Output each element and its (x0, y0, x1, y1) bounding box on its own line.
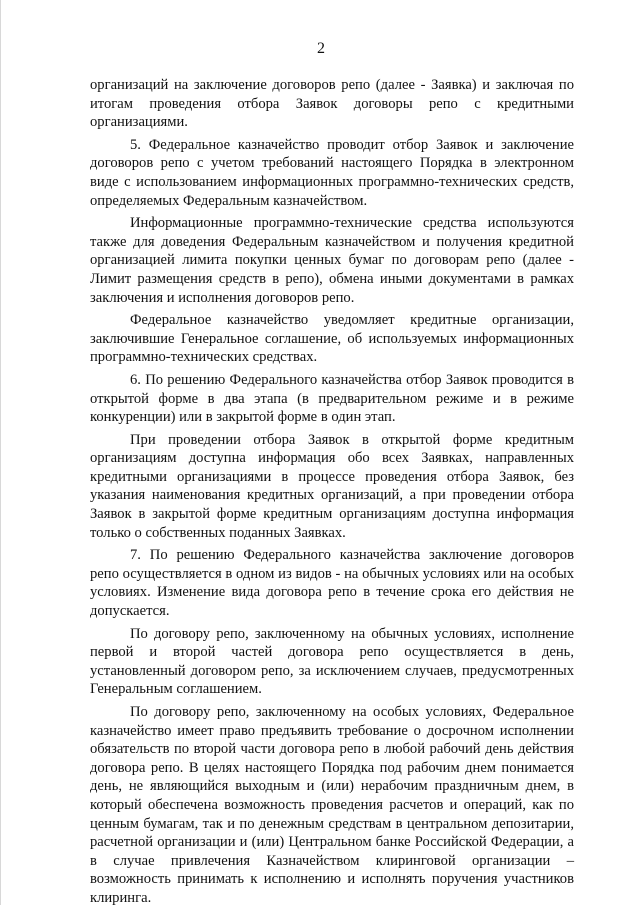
paragraph-item-6: 6. По решению Федерального казначейства отбор Заявок проводится в открытой форме в два этапа (в предварительном режиме и в режиме конкуренции) или в закрытой форме в один этап. (90, 371, 574, 426)
paragraph-item-5: 5. Федеральное казначейство проводит отбор Заявок и заключение договоров репо с учетом требований настоящего Порядка в электронном виде с использованием информационных программно-технических средств, определяемых Федеральным казначейством. (90, 136, 574, 209)
page-number: 2 (317, 40, 325, 57)
paragraph-continuation: организаций на заключение договоров репо (далее - Заявка) и заключая по итогам проведения отбора Заявок договоры репо с кредитными организациями. (90, 77, 574, 131)
paragraph-open-form: При проведении отбора Заявок в открытой форме кредитным организациям доступна информация обо всех Заявках, направленных кредитными организациями в процессе проведения отбора Заявок, без указания наименования кредитных организаций, а при проведении отбора Заявок в закрытой форме кредитным организациям доступна информация только о собственных поданных Заявках. (90, 431, 574, 541)
paragraph-notification: Федеральное казначейство уведомляет кредитные организации, заключившие Генеральное соглашение, об используемых информационных программно-технических средствах. (90, 312, 574, 366)
paragraph-item-7: 7. По решению Федерального казначейства заключение договоров репо осуществляется в одном из видов - на обычных условиях или на особых условиях. Изменение вида договора репо в течение срока его действия не допускается. (90, 547, 574, 620)
document-body (90, 76, 574, 908)
paragraph-special-terms: По договору репо, заключенному на особых условиях, Федеральное казначейство имеет право предъявить требование о досрочном исполнении обязательств по второй части договора репо в любой рабочий день действия договора репо. В целях настоящего Порядка под рабочим днем понимается день, не являющийся выходным и (или) нерабочим праздничным днем, в который обеспечена возможность проведения расчетов и операций, как по ценным бумагам, так и по денежным средствам в центральном депозитарии, расчетной организации и (или) Центральном банке Российской Федерации, а в случае привлечения Казначейством клиринговой организации – возможность принимать к исполнению и исполнять поручения участников клиринга. (90, 704, 574, 906)
paragraph-info-tools: Информационные программно-технические средства используются также для доведения Федеральным казначейством и получения кредитной организацией лимита покупки ценных бумаг по договорам репо (далее - Лимит размещения средств в репо), обмена иными документами в рамках заключения и исполнения договоров репо. (90, 215, 574, 306)
paragraph-ordinary-terms: По договору репо, заключенному на обычных условиях, исполнение первой и второй частей договора репо осуществляется в день, установленный договором репо, за исключением случаев, предусмотренных Генеральным соглашением. (90, 625, 574, 698)
